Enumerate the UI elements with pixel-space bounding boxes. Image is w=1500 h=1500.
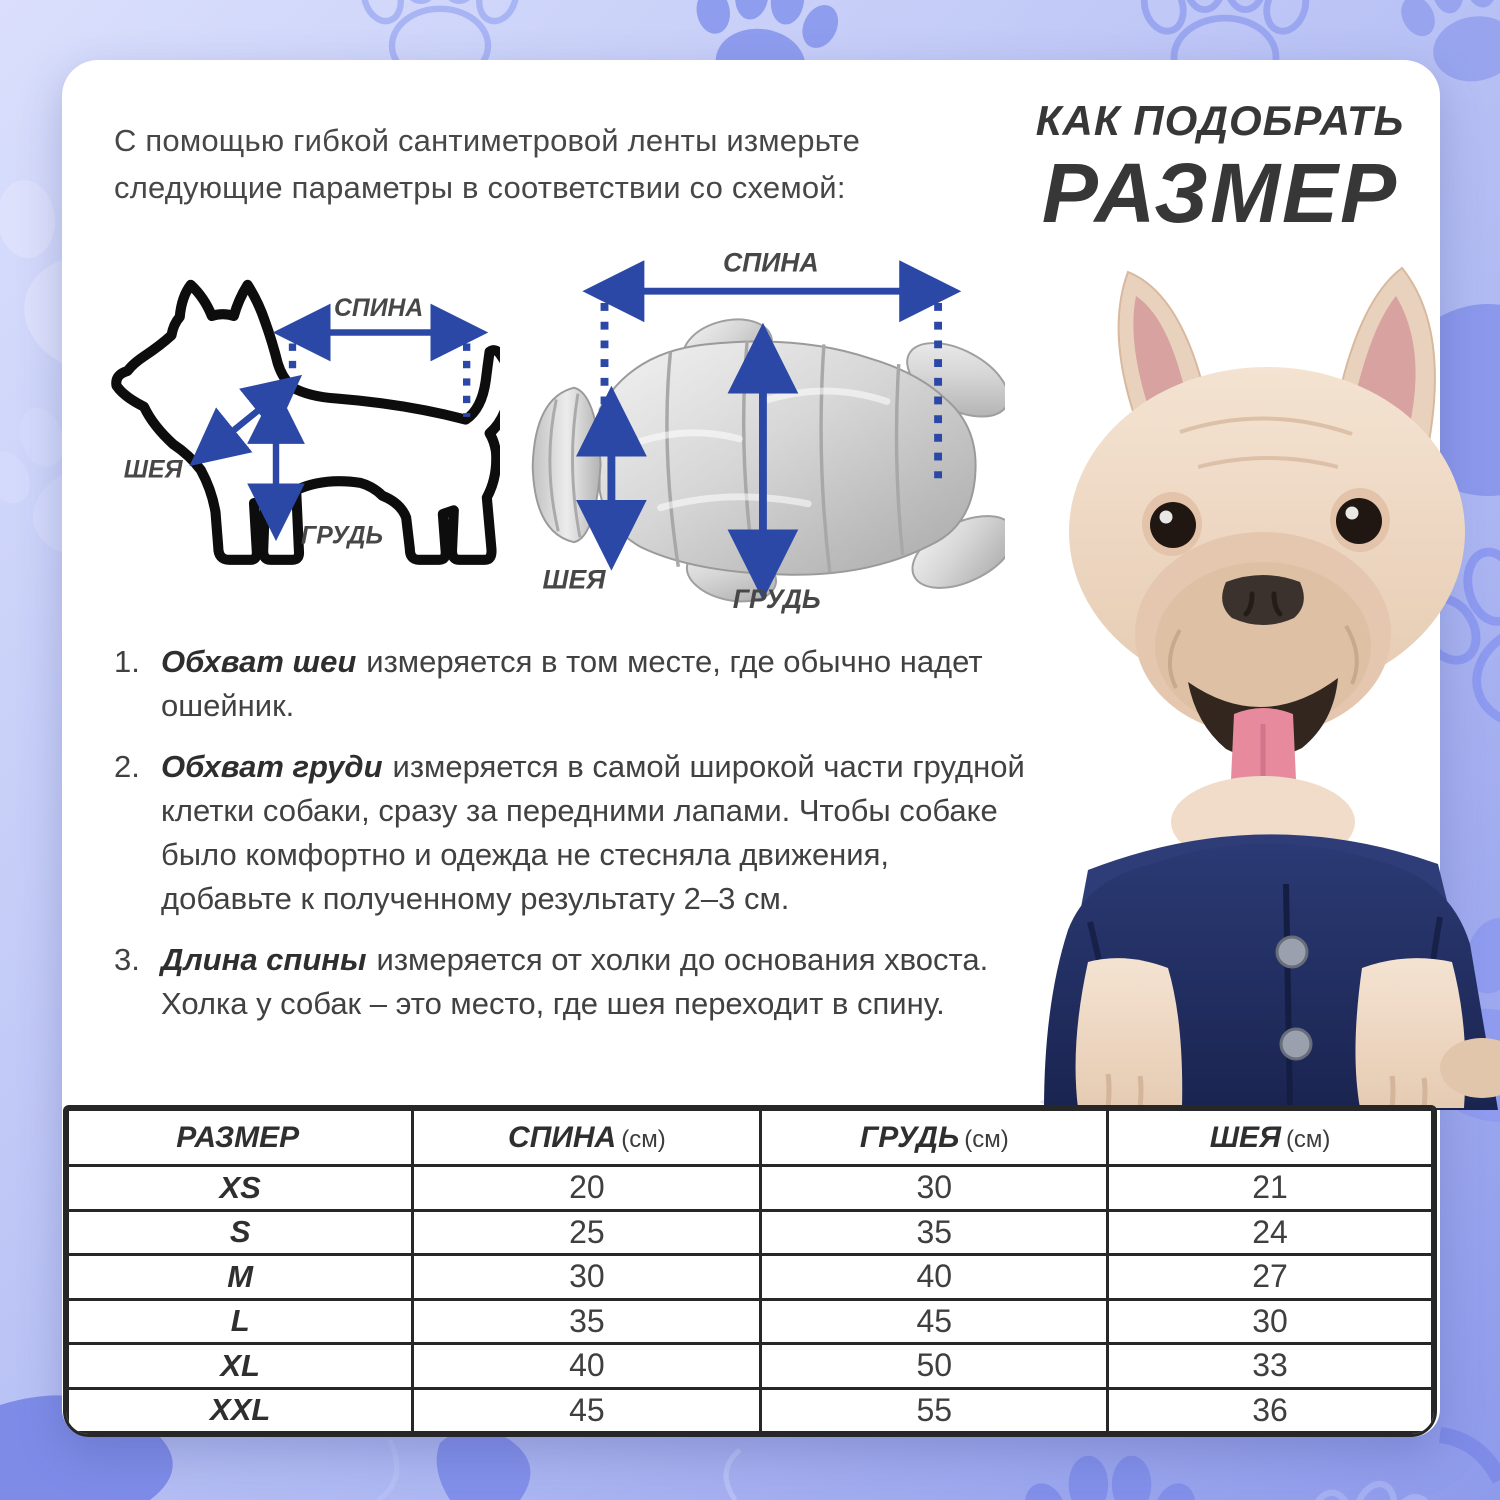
snap-button xyxy=(1281,1029,1311,1059)
col-header-neck xyxy=(1108,1110,1433,1166)
item-number: 1. xyxy=(114,644,140,679)
back-cell: 25 xyxy=(413,1210,761,1255)
list-item xyxy=(114,745,1026,921)
chest-cell: 45 xyxy=(761,1299,1108,1344)
back-cell: 35 xyxy=(413,1299,761,1344)
diagram-label-chest: ГРУДЬ xyxy=(301,522,383,550)
eye-glint xyxy=(1346,507,1359,520)
col-header-label: ШЕЯ xyxy=(1209,1120,1281,1154)
item-term: Длина спины xyxy=(161,942,367,978)
table-row xyxy=(68,1388,1433,1433)
item-text xyxy=(161,938,1026,1026)
jacket-collar xyxy=(533,388,601,542)
squiggle-decoration xyxy=(378,1440,740,1500)
table-row xyxy=(68,1255,1433,1300)
instructions-list xyxy=(114,640,1026,1043)
neck-cell: 30 xyxy=(1108,1299,1433,1344)
dog-leg-left xyxy=(1076,958,1183,1108)
vest-center-seam xyxy=(1286,884,1290,1110)
item-text xyxy=(161,640,1026,728)
item-body: измеряется в самой широкой части грудной клетки собаки, сразу за передними лапами. Чтобы собаке было комфортно и одежда не стесняла движения, добавьте к полученному результату 2–3 см. xyxy=(161,749,1025,917)
back-cell: 40 xyxy=(413,1344,761,1389)
table-row xyxy=(68,1299,1433,1344)
intro-text: С помощью гибкой сантиметровой ленты измерьте следующие параметры в соответствии со схемой: xyxy=(114,123,861,205)
diagram-label-chest: ГРУДЬ xyxy=(732,584,821,615)
dog-eye-right xyxy=(1336,498,1382,544)
back-cell: 45 xyxy=(413,1388,761,1433)
table-row xyxy=(68,1210,1433,1255)
paw-print-icon xyxy=(1018,1456,1202,1500)
item-term: Обхват груди xyxy=(161,749,383,785)
neck-cell: 36 xyxy=(1108,1388,1433,1433)
diagram-label-neck: ШЕЯ xyxy=(123,456,183,484)
title-line-1: КАК ПОДОБРАТЬ xyxy=(1035,97,1405,144)
chest-cell: 30 xyxy=(761,1166,1108,1211)
chest-cell: 40 xyxy=(761,1255,1108,1300)
table-header-row xyxy=(68,1110,1433,1166)
col-header-chest xyxy=(761,1110,1108,1166)
col-header-unit: (см) xyxy=(964,1125,1009,1153)
paw-print-icon xyxy=(1280,1463,1479,1500)
snap-button xyxy=(1277,937,1307,967)
french-bulldog-photo xyxy=(1030,262,1500,1110)
list-item xyxy=(114,640,1026,728)
table-row xyxy=(68,1166,1433,1211)
col-header-size xyxy=(68,1110,413,1166)
neck-cell: 24 xyxy=(1108,1210,1433,1255)
col-header-unit: (см) xyxy=(621,1125,666,1153)
item-term: Обхват шеи xyxy=(161,644,357,679)
neck-cell: 21 xyxy=(1108,1166,1433,1211)
list-item xyxy=(114,938,1026,1026)
item-body: измеряется в том месте, где обычно надет ошейник. xyxy=(161,644,983,724)
item-number: 2. xyxy=(114,749,140,785)
dog-nose xyxy=(1222,575,1304,625)
page-title xyxy=(992,97,1448,240)
dog-measurement-diagram xyxy=(96,272,500,602)
col-header-back xyxy=(413,1110,761,1166)
diagram-label-back: СПИНА xyxy=(334,295,424,322)
chest-cell: 35 xyxy=(761,1210,1108,1255)
chihuahua-outline xyxy=(116,285,500,560)
size-cell: L xyxy=(68,1299,413,1344)
neck-cell: 27 xyxy=(1108,1255,1433,1300)
col-header-label: ГРУДЬ xyxy=(859,1120,960,1154)
dog-eye-left xyxy=(1150,502,1196,548)
col-header-unit: (см) xyxy=(1285,1125,1331,1153)
curve-decoration xyxy=(1440,1435,1500,1480)
size-cell: S xyxy=(68,1210,413,1255)
eye-glint xyxy=(1160,511,1173,524)
jacket-measurement-diagram xyxy=(513,242,1005,616)
back-cell: 20 xyxy=(413,1166,761,1211)
table-row xyxy=(68,1344,1433,1389)
back-cell: 30 xyxy=(413,1255,761,1300)
col-header-label: СПИНА xyxy=(508,1120,617,1154)
item-text xyxy=(161,745,1026,921)
item-body: измеряется от холки до основания хвоста. Холка у собак – это место, где шея переходит в спину. xyxy=(161,942,989,1022)
blob-decoration xyxy=(437,1428,531,1500)
size-table xyxy=(63,1105,1437,1437)
size-cell: XS xyxy=(68,1166,413,1211)
title-line-2: РАЗМЕР xyxy=(1041,145,1399,240)
size-cell: M xyxy=(68,1255,413,1300)
chest-cell: 55 xyxy=(761,1388,1108,1433)
diagram-label-neck: ШЕЯ xyxy=(542,564,606,595)
diagram-label-back: СПИНА xyxy=(722,247,819,278)
item-number: 3. xyxy=(114,942,140,978)
size-cell: XXL xyxy=(68,1388,413,1433)
chest-cell: 50 xyxy=(761,1344,1108,1389)
neck-cell: 33 xyxy=(1108,1344,1433,1389)
size-cell: XL xyxy=(68,1344,413,1389)
col-header-label: РАЗМЕР xyxy=(176,1120,300,1154)
